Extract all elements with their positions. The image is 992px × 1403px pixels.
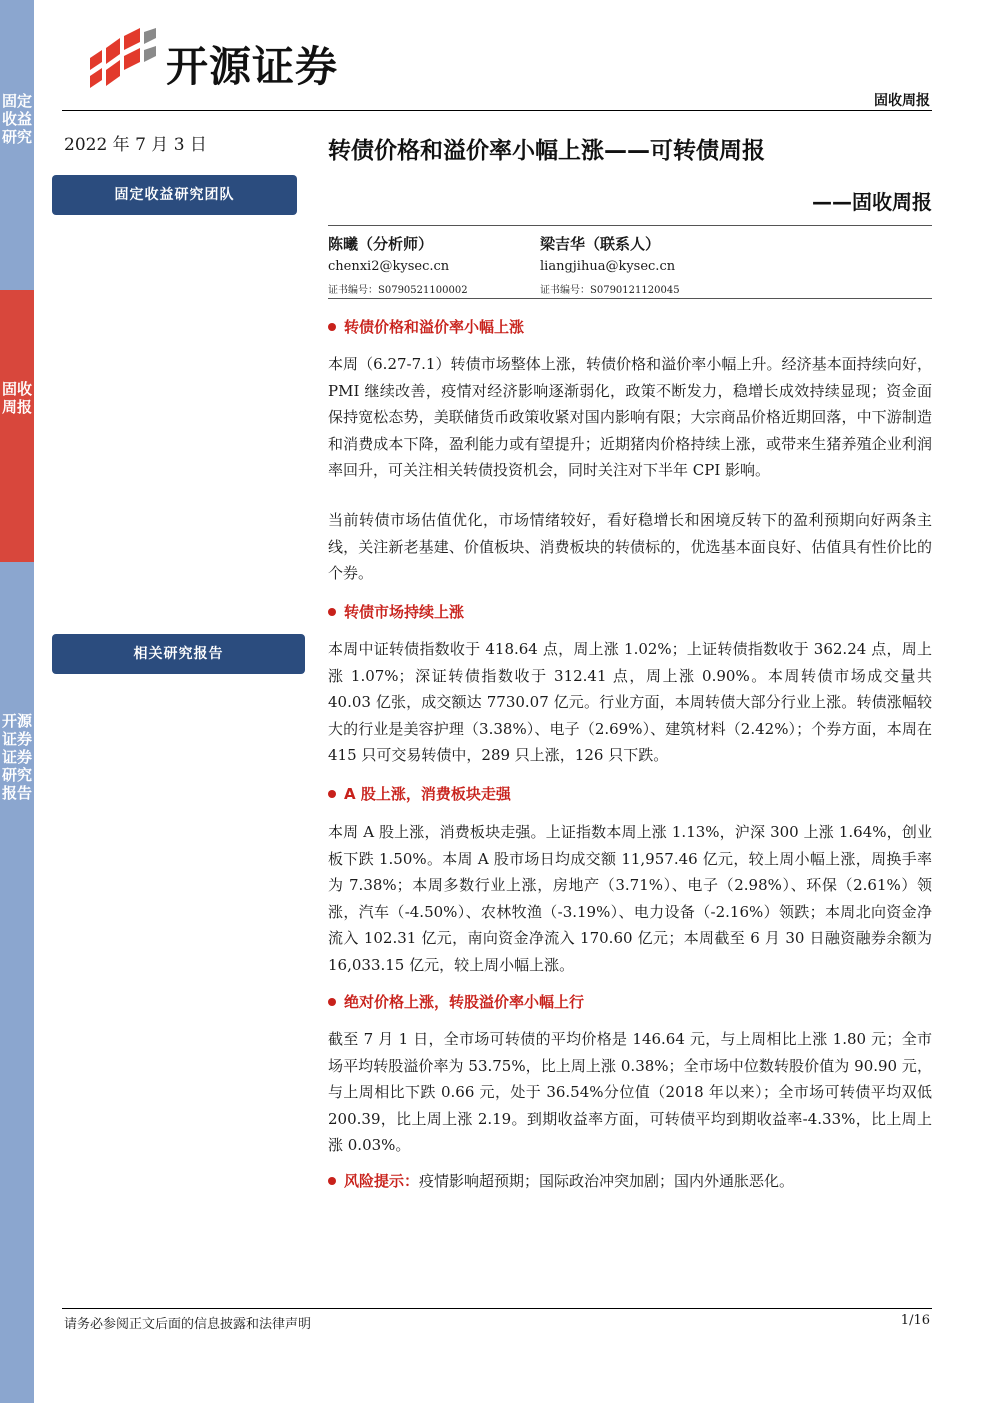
side-band-bottom <box>0 562 34 1403</box>
section-paragraph: 截至 7 月 1 日，全市场可转债的平均价格是 146.64 元，与上周相比上涨 1.80 元；全市场平均转股溢价率为 53.75%，比上周上涨 0.38%；全市场中位数转股价值为 90.90 元，与上周相比下跌 0.66 元，处于 36.54%分位值（2018 年以来）；全市场可转债平均双低 200.39，比上周上涨 2.19。到期收益率方面，可转债平均到期收益率-4.33%，比上周上涨 0.03%。 <box>328 1030 932 1154</box>
report-title: 转债价格和溢价率小幅上涨——可转债周报 <box>328 138 765 164</box>
contact-name: 梁吉华（联系人） <box>540 235 661 253</box>
analyst-divider <box>328 298 932 299</box>
analyst-name: 陈曦（分析师） <box>328 235 434 253</box>
side-label-research-report: 开源证券证券研究报告 <box>1 712 32 802</box>
analyst-cert: 证书编号：S0790521100002 <box>328 285 468 296</box>
risk-text: 疫情影响超预期；国际政治冲突加剧；国内外通胀恶化。 <box>419 1172 795 1190</box>
side-label-fixed-income: 固定收益研究 <box>1 92 32 146</box>
bullet-icon <box>328 1177 336 1185</box>
header-divider <box>62 110 932 111</box>
report-subtitle: ——固收周报 <box>812 190 932 214</box>
section-heading: A 股上涨，消费板块走强 <box>328 783 511 804</box>
side-band-middle <box>0 290 34 562</box>
contact-cert: 证书编号：S0790121120045 <box>540 285 680 296</box>
brand-logo <box>86 28 386 92</box>
section-heading: 转债市场持续上涨 <box>328 601 464 622</box>
risk-label: 风险提示： <box>344 1172 420 1190</box>
bullet-icon <box>328 608 336 616</box>
section-paragraph: 当前转债市场估值优化，市场情绪较好，看好稳增长和困境反转下的盈利预期向好两条主线，关注新老基建、价值板块、消费板块的转债标的，优选基本面良好、估值具有性价比的个券。 <box>328 511 932 582</box>
related-reports-panel: 相关研究报告 <box>52 634 305 674</box>
risk-warning <box>328 1170 794 1191</box>
brand-mark-icon <box>86 28 158 88</box>
bullet-icon <box>328 790 336 798</box>
report-date: 2022 年 7 月 3 日 <box>64 135 207 155</box>
footer-disclaimer: 请务必参阅正文后面的信息披露和法律声明 <box>64 1317 312 1332</box>
title-divider <box>328 225 932 226</box>
analyst-card <box>328 233 468 296</box>
section-paragraph: 本周中证转债指数收于 418.64 点，周上涨 1.02%；上证转债指数收于 362.24 点，周上涨 1.07%；深证转债指数收于 312.41 点，周上涨 0.90%。本周转债市场成交量共 40.03 亿张，成交额达 7730.07 亿元。行业方面，本周转债大部分行业上涨。转债涨幅较大的行业是美容护理（3.38%）、电子（2.69%）、建筑材料（2.42%）；个券方面，本周在 415 只可交易转债中，289 只上涨，126 只下跌。 <box>328 640 932 764</box>
contact-card <box>540 233 680 296</box>
section-paragraph: 本周 A 股上涨，消费板块走强。上证指数本周上涨 1.13%，沪深 300 上涨 1.64%，创业板下跌 1.50%。本周 A 股市场日均成交额 11,957.46 亿元，较上周小幅上涨，周换手率为 7.38%；本周多数行业上涨，房地产（3.71%）、电子（2.98%）、环保（2.61%）领涨，汽车（-4.50%）、农林牧渔（-3.19%）、电力设备（-2.16%）领跌；本周北向资金净流入 102.31 亿元，南向资金净流入 170.60 亿元；本周截至 6 月 30 日融资融券余额为 16,033.15 亿元，较上周小幅上涨。 <box>328 823 932 974</box>
analyst-email[interactable]: chenxi2@kysec.cn <box>328 259 450 274</box>
page-number: 1/16 <box>900 1313 930 1328</box>
section-heading: 转债价格和溢价率小幅上涨 <box>328 316 524 337</box>
bullet-icon <box>328 323 336 331</box>
section-paragraph: 本周（6.27-7.1）转债市场整体上涨，转债价格和溢价率小幅上升。经济基本面持续向好，PMI 继续改善，疫情对经济影响逐渐弱化，政策不断发力，稳增长成效持续显现；资金面保持宽松态势，美联储货币政策收紧对国内影响有限；大宗商品价格近期回落，中下游制造和消费成本下降，盈利能力或有望提升；近期猪肉价格持续上涨，或带来生猪养殖企业利润率回升，可关注相关转债投资机会，同时关注对下半年 CPI 影响。 <box>328 355 932 479</box>
contact-email[interactable]: liangjihua@kysec.cn <box>540 259 676 274</box>
side-label-weekly: 固收周报 <box>1 380 32 416</box>
brand-name: 开源证券 <box>166 42 339 91</box>
footer-divider <box>62 1308 932 1309</box>
bullet-icon <box>328 998 336 1006</box>
section-heading: 绝对价格上涨，转股溢价率小幅上行 <box>328 991 584 1012</box>
side-band <box>0 0 34 1403</box>
report-type-tag: 固收周报 <box>874 93 930 109</box>
team-panel: 固定收益研究团队 <box>52 175 297 215</box>
